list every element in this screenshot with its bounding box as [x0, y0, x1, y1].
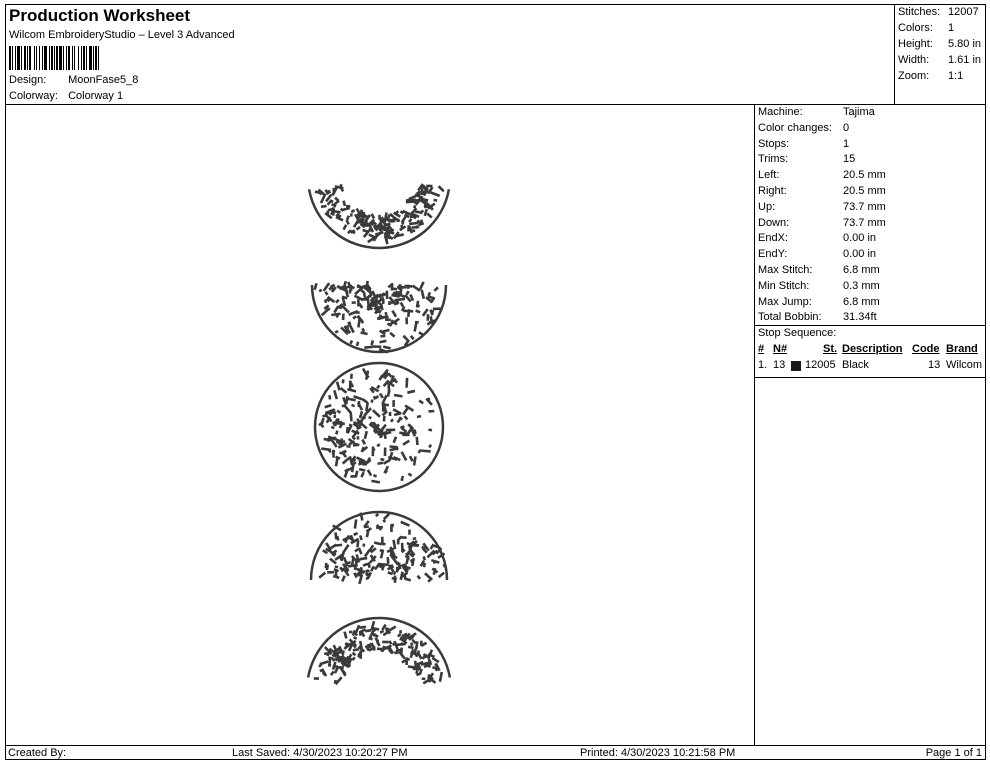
moon-full-moon-stitch — [333, 411, 337, 414]
moon-full-moon-stitch — [335, 458, 339, 466]
row-code: 13 — [928, 359, 941, 371]
info-value: 73.7 mm — [843, 200, 886, 213]
moon-waning-gibbous-stitch — [335, 330, 339, 334]
moon-full-moon-stitch — [360, 472, 365, 478]
header-code: Code — [912, 343, 940, 355]
moon-waxing-crescent-stitch — [365, 629, 371, 632]
moon-waning-crescent-stitch — [346, 215, 350, 220]
moon-waxing-crescent-stitch — [353, 648, 360, 652]
row-brand: Wilcom — [946, 359, 983, 371]
moon-waning-gibbous-stitch — [389, 332, 395, 338]
moon-waxing-gibbous-stitch — [375, 513, 379, 517]
moon-waxing-crescent-stitch — [368, 637, 373, 641]
page-title: Production Worksheet — [9, 6, 191, 25]
row-st: 12005 — [805, 359, 836, 371]
moon-waxing-crescent-stitch — [399, 630, 402, 633]
moon-waning-crescent-stitch — [419, 210, 424, 215]
moon-waning-gibbous-stitch — [383, 345, 391, 349]
info-row — [758, 169, 886, 181]
moon-waning-crescent-stitch — [342, 224, 347, 230]
moon-full-moon-stitch — [361, 439, 366, 445]
moon-full-moon-stitch — [376, 443, 380, 447]
moon-waxing-gibbous-stitch — [438, 572, 445, 578]
header-num: # — [758, 343, 765, 355]
info-label: Up: — [758, 200, 776, 213]
moon-full-moon-stitch — [405, 378, 408, 388]
moon-full-moon-stitch — [368, 416, 372, 420]
moon-waning-gibbous-stitch — [323, 282, 331, 291]
moon-full-moon-stitch — [379, 393, 384, 399]
moon-waning-crescent-stitch — [327, 211, 330, 217]
stitches-row — [898, 6, 979, 18]
moon-waning-crescent-stitch — [321, 205, 327, 209]
info-value: Tajima — [843, 106, 875, 118]
info-value: 0 — [843, 121, 850, 134]
moon-waning-gibbous-stitch — [405, 317, 408, 324]
moon-waning-gibbous-stitch — [415, 309, 420, 313]
header-description: Description — [842, 343, 903, 355]
header-st: St. — [823, 343, 838, 355]
zoom-row — [898, 70, 963, 82]
color-swatch — [791, 361, 801, 371]
info-row — [758, 153, 855, 165]
moon-waning-gibbous-stitch — [319, 289, 323, 293]
machine-info-panel — [754, 105, 985, 745]
info-label: EndY: — [758, 248, 788, 261]
info-row — [758, 280, 880, 292]
moon-waning-gibbous-stitch — [363, 292, 367, 298]
design-preview — [6, 105, 754, 745]
moon-waning-gibbous-stitch — [380, 335, 385, 338]
moon-waning-gibbous-stitch — [324, 291, 328, 295]
moon-waxing-gibbous-stitch — [318, 572, 326, 579]
info-label: Left: — [758, 169, 780, 182]
moon-waning-crescent-stitch — [388, 220, 395, 223]
moon-waxing-gibbous-stitch — [383, 513, 390, 520]
moon-waning-gibbous-stitch — [355, 311, 360, 314]
moon-full-moon-stitch — [400, 451, 407, 461]
moon-waning-gibbous-stitch — [382, 299, 385, 304]
moon-full-moon-stitch — [384, 448, 387, 457]
info-label: Color changes: — [758, 121, 832, 134]
info-label: Max Jump: — [758, 295, 812, 308]
moon-waning-gibbous-stitch — [407, 285, 410, 289]
moon-full-moon-stitch — [383, 416, 386, 422]
info-label: Total Bobbin: — [758, 311, 822, 324]
moon-waxing-gibbous-stitch — [394, 576, 397, 583]
info-value: 15 — [843, 153, 856, 166]
moon-waxing-crescent-stitch — [314, 677, 319, 680]
info-row — [758, 122, 849, 134]
moon-full-moon-stitch — [389, 412, 392, 416]
header-brand: Brand — [946, 343, 978, 355]
moon-waning-gibbous-stitch — [331, 312, 341, 316]
printed-date: Printed: 4/30/2023 10:21:58 PM — [580, 747, 736, 759]
info-value: 6.8 mm — [843, 264, 880, 276]
moon-full-moon-stitch — [358, 462, 362, 465]
design-value: MoonFase5_8 — [68, 74, 139, 86]
zoom-value: 1:1 — [948, 70, 964, 82]
moon-waxing-crescent-stitch — [408, 645, 414, 649]
moon-full-moon-stitch — [357, 436, 360, 440]
moon-waning-crescent-stitch — [417, 190, 421, 194]
barcode-bar — [99, 46, 101, 70]
moon-waxing-crescent-stitch — [343, 631, 347, 638]
moon-waxing-crescent-stitch — [328, 659, 331, 666]
info-row — [758, 248, 876, 260]
moon-waxing-crescent-stitch — [388, 640, 392, 645]
moon-full-moon-stitch — [380, 458, 384, 461]
barcode — [9, 46, 175, 70]
moon-full-moon-stitch — [421, 449, 431, 452]
moon-waning-gibbous-stitch — [410, 335, 415, 340]
moon-full-moon-stitch — [364, 431, 368, 439]
moon-waning-gibbous-stitch — [370, 340, 374, 345]
header-n: N# — [773, 343, 788, 355]
moon-waning-gibbous-stitch — [395, 298, 405, 302]
moon-waning-crescent-stitch — [430, 191, 440, 197]
moon-waxing-gibbous-stitch — [336, 536, 340, 541]
moon-waxing-gibbous-stitch — [401, 543, 404, 551]
moon-full-moon-stitch — [342, 457, 350, 465]
page-number: Page 1 of 1 — [925, 747, 982, 759]
moon-waxing-crescent-stitch — [410, 642, 413, 646]
moon-phases-embroidery — [6, 105, 754, 745]
moon-waning-gibbous-stitch — [361, 298, 369, 301]
moon-waxing-crescent-stitch — [352, 652, 356, 656]
moon-waning-gibbous-stitch — [313, 283, 317, 290]
moon-full-moon-stitch — [342, 379, 345, 383]
moon-waning-gibbous-stitch — [397, 286, 406, 289]
design-summary — [895, 5, 985, 105]
moon-waxing-gibbous-stitch — [390, 524, 393, 532]
colors-row — [898, 22, 954, 34]
moon-waxing-gibbous-stitch — [342, 544, 349, 553]
moon-waxing-gibbous-stitch — [341, 575, 346, 582]
moon-full-moon-stitch — [337, 410, 342, 414]
moon-waning-gibbous-stitch — [433, 307, 441, 310]
created-by: Created By: — [8, 747, 67, 759]
width-row — [898, 54, 981, 66]
moon-waxing-gibbous-stitch — [400, 521, 410, 527]
moon-waxing-gibbous-stitch — [358, 547, 363, 554]
moon-waning-gibbous-stitch — [413, 323, 417, 332]
moon-waxing-gibbous-stitch — [404, 577, 411, 581]
info-label: Min Stitch: — [758, 279, 810, 292]
worksheet-header — [6, 5, 895, 105]
moon-waxing-crescent-stitch — [359, 651, 362, 659]
info-value: 20.5 mm — [843, 185, 886, 197]
moon-waning-gibbous-stitch — [371, 345, 381, 348]
moon-full-moon-stitch — [407, 390, 415, 394]
moon-waxing-gibbous-stitch — [413, 537, 417, 540]
moon-full-moon-stitch — [350, 374, 353, 379]
design-name-row — [9, 74, 138, 86]
info-label: Stops: — [758, 137, 790, 150]
moon-waning-crescent-stitch — [356, 226, 361, 231]
moon-waning-crescent-stitch — [371, 213, 376, 219]
moon-waning-gibbous-stitch — [402, 335, 410, 343]
info-row — [758, 264, 880, 276]
moon-waxing-gibbous-stitch — [364, 525, 369, 528]
moon-waxing-gibbous-stitch — [366, 531, 370, 538]
moon-waxing-gibbous-stitch — [362, 543, 365, 546]
moon-full-moon-stitch — [413, 456, 417, 465]
moon-waxing-gibbous-stitch — [374, 541, 382, 545]
moon-full-moon-stitch — [321, 447, 331, 451]
moon-waxing-crescent-stitch — [431, 657, 439, 663]
colors-label: Colors: — [898, 22, 933, 34]
moon-waning-crescent-stitch — [433, 199, 437, 202]
moon-full-moon-stitch — [333, 390, 338, 399]
info-value: 1 — [843, 137, 850, 150]
moon-waxing-gibbous-stitch — [327, 571, 334, 574]
moon-waxing-gibbous-stitch — [354, 519, 358, 528]
moon-waning-gibbous-stitch — [391, 310, 397, 317]
moon-waning-crescent-stitch — [342, 207, 350, 211]
info-value: 20.5 mm — [843, 169, 886, 182]
moon-waning-gibbous-stitch — [384, 312, 387, 316]
zoom-label: Zoom: — [898, 70, 930, 82]
moon-waning-gibbous-stitch — [433, 286, 439, 291]
info-label: Machine: — [758, 106, 803, 118]
moon-waning-crescent-stitch — [345, 219, 349, 225]
moon-full-moon-stitch — [417, 449, 421, 454]
moon-full-moon-stitch — [376, 385, 380, 390]
moon-waning-gibbous-stitch — [360, 331, 368, 335]
info-value: 0.3 mm — [843, 279, 880, 292]
moon-full-moon-stitch — [335, 430, 339, 434]
moon-full-moon-stitch — [428, 410, 434, 413]
stitches-value: 12007 — [948, 6, 979, 18]
moon-waxing-crescent-stitch — [351, 657, 355, 661]
stitches-label: Stitches: — [898, 6, 941, 18]
info-value: 0.00 in — [843, 232, 877, 245]
moon-waxing-crescent-stitch — [324, 652, 329, 655]
info-row — [758, 138, 849, 150]
moon-waxing-crescent-stitch — [349, 631, 353, 634]
moon-waning-gibbous-stitch — [388, 301, 391, 305]
info-value: 6.8 mm — [843, 295, 880, 308]
moon-full-moon-stitch — [386, 429, 395, 432]
moon-waning-gibbous-stitch — [352, 301, 356, 304]
moon-full-moon-stitch — [340, 387, 347, 394]
moon-waning-gibbous-stitch — [341, 305, 349, 313]
moon-waxing-crescent-stitch — [405, 657, 408, 665]
moon-waxing-gibbous-stitch — [335, 570, 338, 577]
moon-waxing-gibbous-stitch — [417, 575, 421, 580]
moon-full-moon-stitch — [404, 415, 409, 420]
moon-waning-gibbous-stitch — [427, 292, 431, 297]
moon-waxing-gibbous-stitch — [364, 550, 370, 558]
info-value: 0.00 in — [843, 248, 877, 261]
moon-waning-crescent-stitch — [412, 229, 415, 232]
moon-waxing-crescent-stitch — [422, 677, 426, 680]
moon-full-moon-stitch — [393, 436, 398, 443]
moon-full-moon-stitch — [400, 476, 404, 482]
moon-full-moon-stitch — [428, 444, 432, 448]
colorway-row — [9, 90, 123, 102]
moon-waning-gibbous-stitch — [356, 341, 360, 346]
moon-waxing-gibbous-stitch — [408, 530, 411, 535]
height-label: Height: — [898, 38, 933, 50]
moon-waning-gibbous-stitch — [419, 281, 425, 290]
moon-waxing-crescent-stitch — [434, 663, 437, 666]
moon-waning-gibbous-stitch — [403, 309, 413, 312]
moon-waning-gibbous-stitch — [364, 346, 372, 349]
moon-waxing-gibbous-stitch — [353, 532, 358, 536]
info-label: Max Stitch: — [758, 264, 813, 276]
moon-waning-crescent-stitch — [426, 213, 432, 219]
moon-full-moon-stitch — [367, 469, 373, 476]
info-label: EndX: — [758, 232, 788, 245]
moon-full-moon-stitch — [408, 472, 413, 476]
divider — [755, 325, 986, 326]
moon-waxing-crescent-stitch — [389, 625, 396, 631]
moon-waning-crescent-stitch — [350, 213, 353, 216]
moon-waxing-gibbous-stitch — [405, 551, 411, 558]
moon-waning-gibbous-stitch — [426, 314, 429, 321]
moon-full-moon-stitch — [350, 475, 357, 478]
moon-full-moon-stitch — [390, 418, 394, 422]
moon-waning-gibbous-stitch — [342, 314, 345, 321]
moon-full-moon-stitch — [392, 446, 397, 449]
moon-waning-gibbous-stitch — [385, 318, 391, 321]
moon-full-moon-stitch — [402, 434, 409, 437]
moon-waxing-gibbous-stitch — [335, 565, 339, 568]
moon-full-moon-stitch — [392, 400, 395, 407]
moon-full-moon-stitch — [353, 444, 358, 447]
info-row — [758, 201, 886, 213]
moon-waning-gibbous-stitch — [352, 315, 357, 319]
moon-waxing-gibbous-stitch — [359, 557, 367, 561]
width-value: 1.61 in — [948, 54, 982, 66]
colorway-label: Colorway: — [9, 90, 58, 102]
stop-sequence-label: Stop Sequence: — [758, 327, 837, 339]
moon-full-moon-stitch — [415, 437, 418, 445]
info-row — [758, 106, 875, 118]
moon-full-moon-stitch — [409, 456, 414, 462]
moon-waning-crescent-stitch — [407, 225, 410, 231]
moon-full-moon-stitch — [377, 462, 383, 465]
worksheet-footer — [6, 745, 985, 759]
moon-full-moon-stitch — [336, 381, 341, 390]
moon-full-moon-stitch — [427, 398, 430, 403]
moon-full-moon-stitch — [417, 415, 422, 418]
width-label: Width: — [898, 54, 930, 66]
info-label: Down: — [758, 216, 790, 229]
moon-waning-crescent-stitch — [342, 200, 346, 206]
divider — [755, 377, 986, 378]
moon-waning-crescent-stitch — [409, 222, 418, 225]
info-label: Trims: — [758, 153, 789, 166]
moon-full-moon-stitch — [370, 399, 373, 403]
moon-waning-gibbous-stitch — [349, 340, 353, 344]
height-value: 5.80 in — [948, 38, 982, 50]
moon-full-moon-stitch — [394, 394, 403, 398]
moon-waning-gibbous-stitch — [391, 285, 394, 291]
moon-full-moon-stitch — [353, 421, 356, 424]
moon-full-moon-stitch — [349, 412, 352, 421]
info-value: 31.34ft — [843, 311, 877, 324]
info-label: Right: — [758, 185, 787, 197]
row-n: 13 — [773, 359, 786, 371]
moon-full-moon-stitch — [359, 468, 366, 472]
moon-waxing-gibbous-stitch — [368, 562, 371, 568]
moon-waxing-gibbous-stitch — [325, 563, 328, 568]
moon-full-moon-stitch — [371, 480, 380, 484]
moon-full-moon-stitch — [402, 440, 410, 446]
moon-full-moon-stitch — [373, 474, 377, 478]
moon-waning-gibbous-stitch — [357, 299, 360, 306]
info-row — [758, 296, 880, 308]
moon-waning-gibbous-stitch — [335, 299, 340, 304]
moon-full-moon-stitch — [340, 438, 343, 447]
moon-waning-crescent-stitch — [412, 226, 420, 229]
moon-full-moon-stitch — [347, 388, 356, 393]
moon-full-moon-stitch — [372, 409, 381, 418]
colors-value: 1 — [948, 22, 955, 34]
moon-full-moon-stitch — [333, 415, 336, 418]
info-row — [758, 232, 876, 244]
moon-waxing-crescent-stitch — [330, 671, 335, 676]
info-row — [758, 217, 886, 229]
moon-waning-gibbous-stitch — [381, 329, 390, 334]
moon-full-moon-stitch — [351, 404, 355, 408]
moon-waxing-gibbous-stitch — [387, 557, 390, 564]
moon-waxing-crescent-stitch — [353, 636, 357, 640]
moon-waning-crescent-stitch — [438, 185, 445, 192]
moon-full-moon-stitch — [418, 399, 423, 404]
moon-waxing-crescent-stitch — [373, 646, 376, 651]
last-saved: Last Saved: 4/30/2023 10:20:27 PM — [232, 747, 408, 759]
software-name: Wilcom EmbroideryStudio – Level 3 Advanced — [9, 29, 235, 41]
moon-waning-crescent-stitch — [408, 218, 412, 223]
design-label: Design: — [9, 74, 47, 86]
moon-waning-gibbous-stitch — [379, 340, 386, 344]
moon-waxing-gibbous-stitch — [422, 556, 426, 561]
moon-full-moon-stitch — [328, 395, 331, 400]
moon-waxing-crescent-stitch — [376, 640, 379, 645]
moon-waning-crescent-stitch — [351, 209, 356, 213]
colorway-value: Colorway 1 — [68, 90, 124, 102]
row-num: 1. — [758, 359, 768, 371]
moon-waxing-crescent-stitch — [439, 672, 443, 682]
info-row — [758, 311, 877, 323]
info-value: 73.7 mm — [843, 216, 886, 229]
moon-full-moon-stitch — [428, 428, 432, 431]
row-description: Black — [842, 359, 869, 371]
moon-full-moon-stitch — [331, 426, 335, 430]
moon-waxing-gibbous-stitch — [382, 543, 385, 546]
moon-waxing-crescent-stitch — [382, 641, 388, 644]
moon-full-moon-stitch — [383, 466, 389, 474]
worksheet-frame — [5, 4, 986, 760]
moon-waning-gibbous-stitch — [420, 290, 425, 299]
moon-waxing-gibbous-stitch — [359, 535, 363, 540]
height-row — [898, 38, 981, 50]
moon-full-moon-stitch — [324, 404, 331, 408]
info-row — [758, 185, 886, 197]
moon-waning-gibbous-stitch — [326, 308, 330, 311]
